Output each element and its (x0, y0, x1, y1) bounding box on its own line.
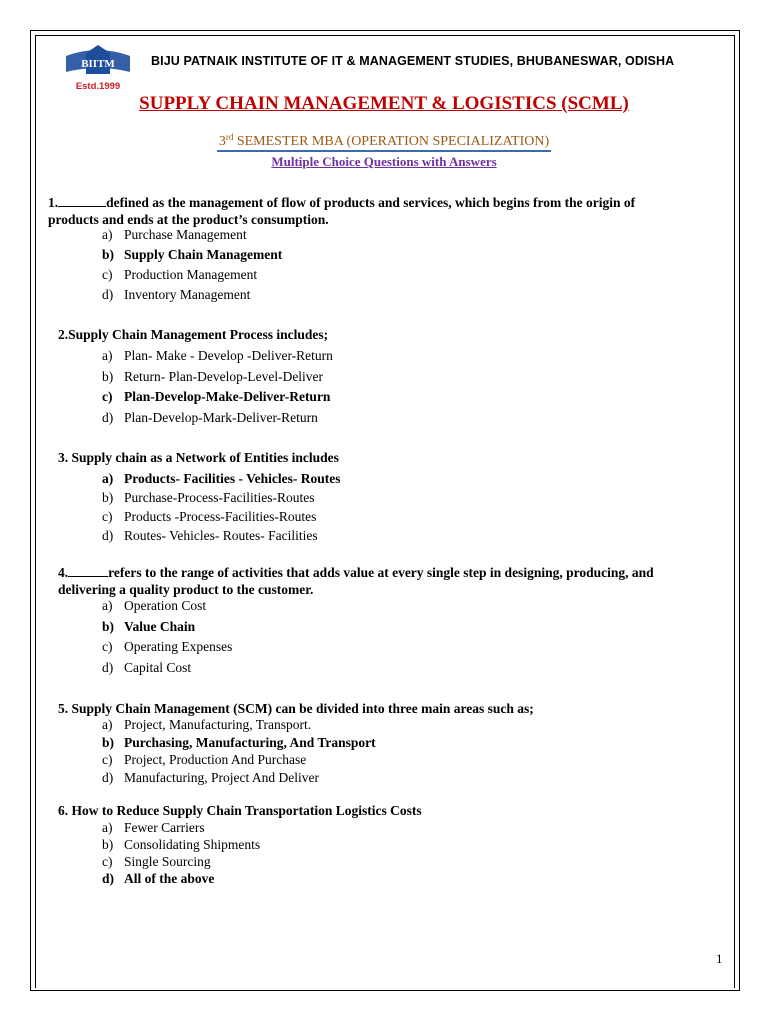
question-2 (58, 326, 328, 343)
page-border-bottom (30, 990, 739, 991)
question-5-options (102, 716, 376, 786)
option-4b-answer: b) Value Chain (102, 618, 196, 634)
question-4-text-line2: delivering a quality product to the customer. (58, 582, 314, 597)
question-1 (48, 193, 635, 228)
question-5-text: 5. Supply Chain Management (SCM) can be divided into three main areas such as; (58, 701, 534, 716)
question-4-number: 4. (58, 565, 69, 580)
question-6-options (102, 819, 260, 887)
question-6 (58, 802, 422, 819)
institute-name: BIJU PATNAIK INSTITUTE OF IT & MANAGEMENT STUDIES, BHUBANESWAR, ODISHA (151, 54, 675, 68)
option-1a: a) Purchase Management (102, 227, 247, 242)
question-4-options (102, 596, 232, 678)
option-2c-answer: c) Plan-Develop-Make-Deliver-Return (102, 389, 331, 404)
option-3d: d) Routes- Vehicles- Routes- Facilities (102, 528, 318, 543)
option-1d: d) Inventory Management (102, 287, 251, 302)
option-2a: a) Plan- Make - Develop -Deliver-Return (102, 348, 333, 363)
option-5b-answer: b) Purchasing, Manufacturing, And Transport (102, 734, 376, 750)
option-2b: b) Return- Plan-Develop-Level-Deliver (102, 368, 324, 384)
question-4-blank (68, 563, 108, 577)
semester-text: SEMESTER MBA (OPERATION SPECIALIZATION) (233, 134, 550, 149)
question-4-text-line1: refers to the range of activities that adds value at every single step in designing, producing, and (108, 565, 654, 580)
option-3a-answer: a) Products- Facilities - Vehicles- Routes (102, 471, 341, 486)
option-3b: b) Purchase-Process-Facilities-Routes (102, 490, 315, 505)
question-1-options (102, 225, 282, 305)
option-5a: a) Project, Manufacturing, Transport. (102, 717, 312, 732)
question-3 (58, 449, 339, 466)
option-6d-answer: d) All of the above (102, 871, 215, 886)
semester-ordinal: 3 (218, 134, 226, 149)
question-2-options (102, 346, 333, 428)
option-3c: c) Products -Process-Facilities-Routes (102, 509, 317, 524)
logo-wordmark: BIITM (81, 58, 115, 70)
semester-sup: rd (225, 132, 234, 142)
option-5c: c) Project, Production And Purchase (102, 752, 307, 767)
question-1-number: 1. (48, 195, 59, 210)
option-6c: c) Single Sourcing (102, 854, 211, 869)
option-4d: d) Capital Cost (102, 659, 192, 675)
question-5 (58, 700, 534, 717)
option-1c: c) Production Management (102, 267, 258, 282)
option-6b: b) Consolidating Shipments (102, 837, 261, 852)
question-6-text: 6. How to Reduce Supply Chain Transportation Logistics Costs (58, 803, 422, 818)
option-6a: a) Fewer Carriers (102, 820, 205, 835)
option-5d: d) Manufacturing, Project And Deliver (102, 769, 319, 785)
option-1b-answer: b) Supply Chain Management (102, 247, 283, 262)
option-4a: a) Operation Cost (102, 598, 207, 613)
logo-estd: Estd.1999 (75, 81, 121, 92)
page-number: 1 (716, 951, 723, 966)
semester-line (0, 132, 768, 150)
question-2-text: 2.Supply Chain Management Process includes; (58, 327, 329, 342)
question-1-blank (58, 193, 106, 207)
option-4c: c) Operating Expenses (102, 639, 233, 654)
semester-underline (217, 134, 551, 152)
biitm-logo (58, 42, 138, 94)
question-3-text: 3. Supply chain as a Network of Entities includes (58, 450, 339, 465)
option-2d: d) Plan-Develop-Mark-Deliver-Return (102, 409, 318, 425)
question-1-text-line2: products and ends at the product’s consumption. (48, 212, 329, 227)
question-1-text-line1: defined as the management of flow of products and services, which begins from the origin of (106, 195, 636, 210)
question-4 (58, 563, 654, 598)
question-3-options (102, 469, 340, 545)
document-title: SUPPLY CHAIN MANAGEMENT & LOGISTICS (SCML) (139, 93, 629, 114)
document-subtitle: Multiple Choice Questions with Answers (271, 154, 497, 169)
